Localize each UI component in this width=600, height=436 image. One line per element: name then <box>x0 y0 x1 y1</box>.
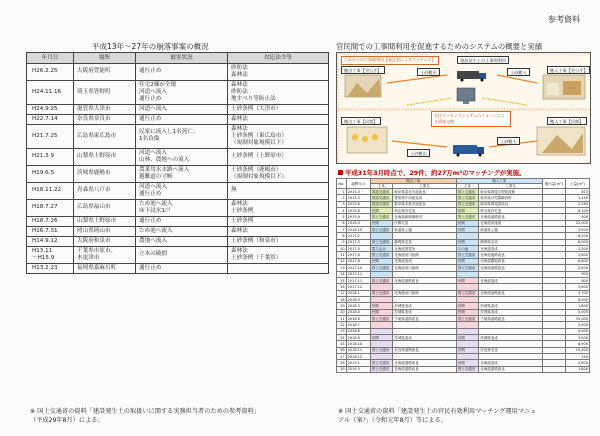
mt-cell-sa: 民間 <box>370 303 392 309</box>
cell-place: 岡山県岡山市 <box>74 226 136 236</box>
mt-sub-dst-actor: 主体 <box>456 184 478 189</box>
mt-cell-da: 民間 <box>456 360 478 366</box>
mt-cell-total: 2,500 <box>565 227 589 233</box>
cell-date: H18.11.22 <box>27 182 74 199</box>
mt-header-dst: 搬入工事 <box>456 179 542 184</box>
cell-date: H26.2.25 <box>27 64 74 81</box>
square-bullet-icon <box>338 170 343 175</box>
mt-cell-no: 20 <box>337 309 347 315</box>
cell-place: 滋賀県大津市 <box>74 104 136 114</box>
mt-cell-dw: 岐阜県揖斐川堤防改修 <box>479 189 543 195</box>
mt-cell-total: 6,800 <box>565 258 589 264</box>
table-row <box>27 114 329 124</box>
mt-header-no: No. <box>337 179 347 189</box>
cell-place: 山梨県上野原市 <box>74 216 136 226</box>
mt-cell-total: 2,600 <box>565 252 589 258</box>
mt-cell-ym: 2016.3 <box>346 220 370 226</box>
mt-cell-no: 2 <box>337 195 347 201</box>
mt-cell-ym: 2015.9 <box>346 214 370 220</box>
mt-cell-dw: 茨城県造成 <box>479 309 543 315</box>
cell-date: H24.11.16 <box>27 80 74 104</box>
diagram-dst-work-a: 搬入工事【官公庁】 <box>547 66 590 74</box>
mt-cell-da: 民間 <box>456 239 478 245</box>
table-row <box>27 263 329 273</box>
mt-cell-dw: 北海道農地改良 <box>479 258 543 264</box>
mt-cell-sa: 国土交通省 <box>370 239 392 245</box>
mt-cell-ym: 2017.8 <box>346 258 370 264</box>
cell-date: H16.7.31 <box>27 226 74 236</box>
cell-damage: 河道へ流入 <box>136 104 228 114</box>
mt-cell-sw: 北海道発電所 <box>393 246 457 252</box>
mt-cell-ym: 2017.11 <box>346 271 370 277</box>
mt-cell-ym: 2015.3 <box>346 189 370 195</box>
mt-cell-sa: 民間 <box>370 208 392 214</box>
mt-cell-da: その他 <box>456 246 478 252</box>
mt-cell-total: 3,000 <box>565 334 589 340</box>
table-row <box>27 246 329 263</box>
mt-cell-sw: 茨城県造成 <box>393 309 457 315</box>
mt-cell-no: 24 <box>337 334 347 340</box>
cell-damage: 河道へ流入 山林、農地への流入 <box>136 148 228 165</box>
mt-cell-ym: 2015.8 <box>346 208 370 214</box>
mt-cell-no: 9 <box>337 239 347 245</box>
mt-cell-ym: 2018.7 <box>346 322 370 328</box>
mt-cell-sa: 国土交通省 <box>370 265 392 271</box>
mt-cell-no: 26 <box>337 347 347 353</box>
mt-cell-total: 2,800 <box>565 360 589 366</box>
mt-cell-da: 民間 <box>456 309 478 315</box>
mt-cell-da: 民間 <box>456 277 478 283</box>
mt-cell-dw: 静岡県宅造 <box>479 239 543 245</box>
cell-law: 土砂条例（大津市） <box>228 104 329 114</box>
mt-cell-dw: 北海道道路改良 <box>479 252 543 258</box>
mt-cell-no: 13 <box>337 265 347 271</box>
mt-cell-sa: 国道交通省 <box>370 195 392 201</box>
mt-cell-da: 民間 <box>456 208 478 214</box>
cell-place: 大阪府和泉市 <box>74 236 136 246</box>
mt-cell-sa: 国土交通省 <box>370 315 392 321</box>
diagram-soil-in-top: 土砂搬入 <box>507 68 530 76</box>
diagram-soil-out-bottom: 土砂搬出 <box>407 149 430 157</box>
mt-cell-sa: 国土交通省 <box>370 214 392 220</box>
mt-cell-sa: 民間 <box>370 334 392 340</box>
mt-cell-sw: 北海道道路改良 <box>393 366 457 372</box>
mt-cell-ym: 2015.6 <box>346 201 370 207</box>
mt-cell-total: 35,000 <box>565 315 589 321</box>
table-row <box>27 165 329 182</box>
mt-header-vol: 搬出量(m³) <box>542 179 565 189</box>
mt-cell-dw: 北海道道路改良 <box>479 366 543 372</box>
mt-cell-total: 2,260 <box>565 201 589 207</box>
mt-header-ym: 調整年月 <box>346 179 370 189</box>
mt-header-total: 土量(m³) <box>565 179 589 189</box>
mt-cell-no: 19 <box>337 303 347 309</box>
cell-law <box>228 263 329 273</box>
col-header-date: 年月日 <box>27 53 74 64</box>
mt-cell-ym: 2017.11 <box>346 277 370 283</box>
mt-cell-sa: 国道交通省 <box>370 189 392 195</box>
mt-cell-da: 民間 <box>456 303 478 309</box>
mt-cell-sw: 北海道新幹線駅舎 <box>393 214 457 220</box>
mt-cell-da: 国土交通省 <box>456 214 478 220</box>
cell-place: 埼玉県皆野町 <box>74 80 136 104</box>
mt-cell-ym: 2018.3 <box>346 296 370 302</box>
cell-date: H19.6.5 <box>27 165 74 182</box>
mt-cell-sa: 国土交通省 <box>370 290 392 296</box>
cell-law: 土砂条例 <box>228 216 329 226</box>
mt-cell-no: 3 <box>337 201 347 207</box>
table-header-row <box>27 53 329 64</box>
mt-cell-sw: 静岡県宅造 <box>393 239 457 245</box>
mt-cell-vol <box>542 366 565 372</box>
cell-damage: 立木の破損 <box>136 246 228 263</box>
mt-cell-dw: 北海道高速道 <box>479 220 543 226</box>
cell-place: 千葉県市原市、 木更津市 <box>74 246 136 263</box>
cell-place: 山梨県上野原市 <box>74 148 136 165</box>
mt-cell-sw: 北海道道路改良 <box>393 360 457 366</box>
mt-cell-dw: 北海道造成 <box>479 360 543 366</box>
mt-cell-ym: 2018.12 <box>346 353 370 359</box>
table-row <box>27 148 329 165</box>
mt-cell-total: 250 <box>565 353 589 359</box>
matching-result-text: 平成31年3月時点で、29件、約27万m³のマッチングが実施。 <box>345 169 526 177</box>
mt-cell-no: 29 <box>337 366 347 372</box>
table-row <box>27 216 329 226</box>
mt-cell-total: 6,000 <box>565 239 589 245</box>
mt-cell-total: 500 <box>565 214 589 220</box>
mt-cell-dw: 北海道道路改良 <box>479 265 543 271</box>
mt-cell-no: 22 <box>337 322 347 328</box>
cell-place: 福岡県嘉麻川町 <box>74 263 136 273</box>
cell-law: 土砂条例（和泉市） <box>228 236 329 246</box>
col-header-damage: 被害状況 <box>136 53 228 64</box>
mt-cell-sa: 国土交通省 <box>370 366 392 372</box>
cell-law: 森林法 土砂条例 <box>228 199 329 216</box>
cell-place: 奈良県奈良市 <box>74 114 136 124</box>
mt-cell-total: 6,100 <box>565 208 589 214</box>
matching-result <box>338 168 525 177</box>
mt-cell-ym: 2016.10 <box>346 227 370 233</box>
diagram-src-work-b: 搬出工事【民間】 <box>341 117 381 125</box>
mt-cell-ym: 2017.12 <box>346 284 370 290</box>
mt-cell-total: 3,600 <box>565 284 589 290</box>
mt-cell-no: 18 <box>337 296 347 302</box>
mt-cell-sw: 北海道河川改修 <box>393 252 457 258</box>
diagram-top-caption: これからの工事間利用【発注者によるマッチング】 <box>341 56 439 65</box>
table-row <box>27 80 329 104</box>
mt-cell-dw: 岐阜県可児郡御嵩町 <box>479 195 543 201</box>
table-row <box>27 124 329 148</box>
mt-cell-ym: 2018.9 <box>346 334 370 340</box>
mt-cell-no: 6 <box>337 220 347 226</box>
cell-damage: 通行止め <box>136 64 228 81</box>
cell-date: H13.11 ～H15.9 <box>27 246 74 263</box>
cell-law: 森林法 <box>228 226 329 236</box>
cell-date: H24.9.25 <box>27 104 74 114</box>
mt-cell-ym: 2018.10 <box>346 341 370 347</box>
mt-cell-sw: 茨城県造成 <box>393 303 457 309</box>
cell-damage: 農業用水水路へ流入 避難道の寸断 <box>136 165 228 182</box>
mt-cell-no: 17 <box>337 290 347 296</box>
mt-cell-total: 8,900 <box>565 341 589 347</box>
collapse-cases-table <box>26 52 329 274</box>
diagram-soil-in-bottom: 土砂搬入 <box>497 137 520 145</box>
cell-date: H13.2.23 <box>27 263 74 273</box>
mt-cell-sw: 岐阜県本巣市道改良 <box>393 201 457 207</box>
col-header-place: 場所 <box>74 53 136 64</box>
mt-cell-dw: 新潟県上越 <box>479 227 543 233</box>
mt-cell-da: 国土交通省 <box>456 290 478 296</box>
diagram-system-label: 建設発生土の工事間利用 <box>457 56 509 64</box>
mt-cell-dw: 奈良県宅造 <box>479 347 543 353</box>
mt-cell-da: 国土交通省 <box>456 189 478 195</box>
mt-cell-sa: 民間 <box>370 309 392 315</box>
mt-cell-ym: 2017.5 <box>346 246 370 252</box>
mt-cell-no: 8 <box>337 233 347 239</box>
mt-cell-ym: 2019.3 <box>346 366 370 372</box>
mt-cell-total: 4,000 <box>565 328 589 334</box>
cell-law: 無 <box>228 182 329 199</box>
mt-cell-total: 1,150 <box>565 195 589 201</box>
mt-cell-total: 2,900 <box>565 322 589 328</box>
mt-cell-no: 21 <box>337 315 347 321</box>
cell-damage: ため池へ流入 床下浸水1戸 <box>136 199 228 216</box>
mt-cell-sw: 新潟県上越 <box>393 227 457 233</box>
cell-date: H22.7.14 <box>27 114 74 124</box>
table-row <box>27 104 329 114</box>
cell-date: H21.3.9 <box>27 148 74 165</box>
mt-cell-total: 1,800 <box>565 303 589 309</box>
mt-cell-no: 16 <box>337 284 347 290</box>
matching-table <box>336 178 590 373</box>
mt-cell-no: 11 <box>337 252 347 258</box>
mt-cell-total: 22,000 <box>565 220 589 226</box>
mt-cell-ym: 2015.3 <box>346 195 370 201</box>
cell-date: H18.7.27 <box>27 199 74 216</box>
right-section-title: 官民間での工事間利用を促進するためのシステムの概要と実績 <box>336 42 543 51</box>
cell-law: 森林法 土砂条例（千葉県） <box>228 246 329 263</box>
mt-cell-total: 1,800 <box>565 366 589 372</box>
mt-cell-no: 12 <box>337 258 347 264</box>
mt-cell-sw: 愛知県庁用地造成 <box>393 195 457 201</box>
mt-cell-dw: 北海道造成 <box>479 277 543 283</box>
mt-cell-total: 3,700 <box>565 290 589 296</box>
mt-cell-no: 10 <box>337 246 347 252</box>
mt-sub-src-actor: 主体 <box>370 184 392 189</box>
table-row <box>27 182 329 199</box>
mt-cell-sa: 国土交通省 <box>370 252 392 258</box>
mt-cell-sa: 国土交通省 <box>370 347 392 353</box>
cell-damage: 通行止め <box>136 216 228 226</box>
mt-cell-sw: 北海道造成 <box>393 258 457 264</box>
cell-law: 森林法 砂防法 地すべり等防止法 <box>228 80 329 104</box>
mt-cell-da: 国土交通省 <box>456 315 478 321</box>
mt-cell-sa: 電力会社 <box>370 246 392 252</box>
mt-cell-no: 4 <box>337 208 347 214</box>
mt-cell-total: 5,000 <box>565 309 589 315</box>
mt-cell-dw: 北海道道路改良 <box>479 214 543 220</box>
diagram-src-work-a: 搬出工事【官公庁】 <box>341 66 385 74</box>
mt-cell-sa: 民間 <box>370 258 392 264</box>
mt-cell-total: 8,000 <box>565 296 589 302</box>
mt-cell-sw: 北海道河川改修 <box>393 290 457 296</box>
mt-cell-no: 1 <box>337 189 347 195</box>
mt-cell-sw: 北海道河川改修 <box>393 265 457 271</box>
mt-cell-sw: 奈良県道路改良 <box>393 347 457 353</box>
left-footnote-text: ※ 国土交通省の資料「建設発生土の取扱いに関する実務担当者のための参考資料」 （平成29年8月）による。 <box>30 408 260 424</box>
mt-cell-no: 23 <box>337 328 347 334</box>
mt-cell-ym: 2017.3 <box>346 239 370 245</box>
cell-place: 大阪府豊能町 <box>74 64 136 81</box>
cell-damage: 民家に流入し1名死亡、 1名負傷 <box>136 124 228 148</box>
cell-damage: 通行止め <box>136 263 228 273</box>
mt-cell-total: 15,400 <box>565 347 589 353</box>
mt-cell-ym: 2019.1 <box>346 360 370 366</box>
mt-cell-da: 民間 <box>456 347 478 353</box>
mt-sub-dst-work: 工事名 <box>479 184 543 189</box>
mt-cell-ym: 2018.6 <box>346 315 370 321</box>
table-row <box>27 226 329 236</box>
mt-cell-sw: 茨城県造成 <box>393 334 457 340</box>
diagram-dst-work-b: 搬入工事【民間】 <box>547 117 587 125</box>
mt-cell-ym: 2017.2 <box>346 233 370 239</box>
mt-cell-total: 6,200 <box>565 233 589 239</box>
mt-cell-da: 国土交通省 <box>456 195 478 201</box>
mt-cell-no: 15 <box>337 277 347 283</box>
mt-cell-dw: 茨城県造成 <box>479 334 543 340</box>
mt-cell-sw: 岐阜県清荘市道改良 <box>393 189 457 195</box>
mt-cell-no: 28 <box>337 360 347 366</box>
mt-cell-total: 2,500 <box>565 265 589 271</box>
mt-cell-total: 600 <box>565 277 589 283</box>
right-footnote-text: ※ 国土交通省の資料「建設発生土の官民有効利用マッチング運用マニュ アル（案）」（令和元年8月）等による。 <box>338 408 537 424</box>
mt-cell-dw: 岐阜県揖斐郡改良 <box>479 201 543 207</box>
cell-law: 砂防法 森林法 <box>228 64 329 81</box>
table-row <box>27 236 329 246</box>
cell-law: 森林法 土砂条例（東広島市） （規制対象規模以下） <box>228 124 329 148</box>
mt-cell-sw: 千葉県道路改良 <box>393 315 457 321</box>
cell-date: H14.9.12 <box>27 236 74 246</box>
mt-cell-ym: 2018.8 <box>346 328 370 334</box>
reference-label: 参考資料 <box>548 15 580 24</box>
cell-law: 土砂条例（上野原市） <box>228 148 329 165</box>
left-section-title: 平成13年～27年の崩落事案の概況 <box>92 42 209 51</box>
mt-cell-sa: 国土交通省 <box>370 360 392 366</box>
table-row <box>27 64 329 81</box>
mt-cell-sa: 国道交通省 <box>370 201 392 207</box>
mt-cell-da: 国土交通省 <box>456 252 478 258</box>
mt-cell-no: 27 <box>337 353 347 359</box>
matching-table-body <box>337 189 590 373</box>
mt-cell-no: 7 <box>337 227 347 233</box>
cell-damage: 農地へ流入 <box>136 236 228 246</box>
mt-cell-sw: 民間宅造 <box>393 220 457 226</box>
cell-damage: ため池へ流入 <box>136 226 228 236</box>
mt-cell-ym: 2017.6 <box>346 252 370 258</box>
mt-cell-da: 民間 <box>456 258 478 264</box>
mt-cell-da: 民間 <box>456 334 478 340</box>
mt-cell-sa: 国土交通省 <box>370 277 392 283</box>
cell-law: 森林法 <box>228 114 329 124</box>
mt-cell-total: 1,200 <box>565 246 589 252</box>
cell-place: 青森県八戸市 <box>74 182 136 199</box>
mt-cell-da: 国土交通省 <box>456 265 478 271</box>
cell-damage: 住宅2棟が全壊 河道へ流入 通行止め <box>136 80 228 104</box>
mt-cell-ym: 2018.1 <box>346 290 370 296</box>
mt-cell-total: 813 <box>565 189 589 195</box>
mt-cell-no: 14 <box>337 271 347 277</box>
mt-cell-da: 民間 <box>456 220 478 226</box>
cell-place: 広島県東広島市 <box>74 124 136 148</box>
left-footnote <box>30 408 260 426</box>
mt-cell-sa: 国土交通省 <box>370 227 392 233</box>
diagram-matching-caption: 官民マッチングシステムのイメージによる情報交換 <box>431 111 511 127</box>
mt-cell-no: 5 <box>337 214 347 220</box>
mt-cell-ym: 2018.3 <box>346 303 370 309</box>
mt-cell-dw: 北海道道路改良 <box>479 290 543 296</box>
mt-cell-da: 国土交通省 <box>456 366 478 372</box>
mt-cell-ym: 2017.10 <box>346 265 370 271</box>
cell-place: 茨城県鹿嶋市 <box>74 165 136 182</box>
mt-cell-dw: 北海道造成 <box>479 246 543 252</box>
mt-cell-sw: 北海道道路改良 <box>393 277 457 283</box>
mt-cell-ym: 2018.11 <box>346 347 370 353</box>
col-header-law: 対応法令等 <box>228 53 329 64</box>
collapse-cases-body <box>27 64 329 274</box>
cell-place: 広島県福山市 <box>74 199 136 216</box>
mt-cell-dw: 埼玉県内宅造 <box>479 208 543 214</box>
table-row <box>27 199 329 216</box>
mt-cell-sw: 埼玉県内宅造 <box>393 208 457 214</box>
cell-date: H18.7.26 <box>27 216 74 226</box>
cell-law: 土砂条例（鹿嶋市） （規制対象規模以下） <box>228 165 329 182</box>
mt-cell-sa: 民間 <box>370 220 392 226</box>
mt-cell-total: 900 <box>565 271 589 277</box>
mt-cell-da: 民間 <box>456 227 478 233</box>
mt-cell-da: 国土交通省 <box>456 201 478 207</box>
mt-cell-no: 25 <box>337 341 347 347</box>
right-footnote <box>338 408 536 426</box>
cell-damage: 通行止め <box>136 114 228 124</box>
diagram-soil-out-top: 土砂搬出 <box>417 68 440 76</box>
matching-row <box>337 366 590 372</box>
system-diagram <box>336 52 591 164</box>
mt-cell-dw: 茨城県造成 <box>479 303 543 309</box>
mt-cell-dw: 千葉県道路改良 <box>479 315 543 321</box>
mt-sub-src-work: 工事名 <box>393 184 457 189</box>
mt-header-src: 搬出工事 <box>370 179 456 184</box>
mt-cell-ym: 2018.5 <box>346 309 370 315</box>
cell-date: H21.7.25 <box>27 124 74 148</box>
cell-damage: 河道へ流入 通行止め <box>136 182 228 199</box>
